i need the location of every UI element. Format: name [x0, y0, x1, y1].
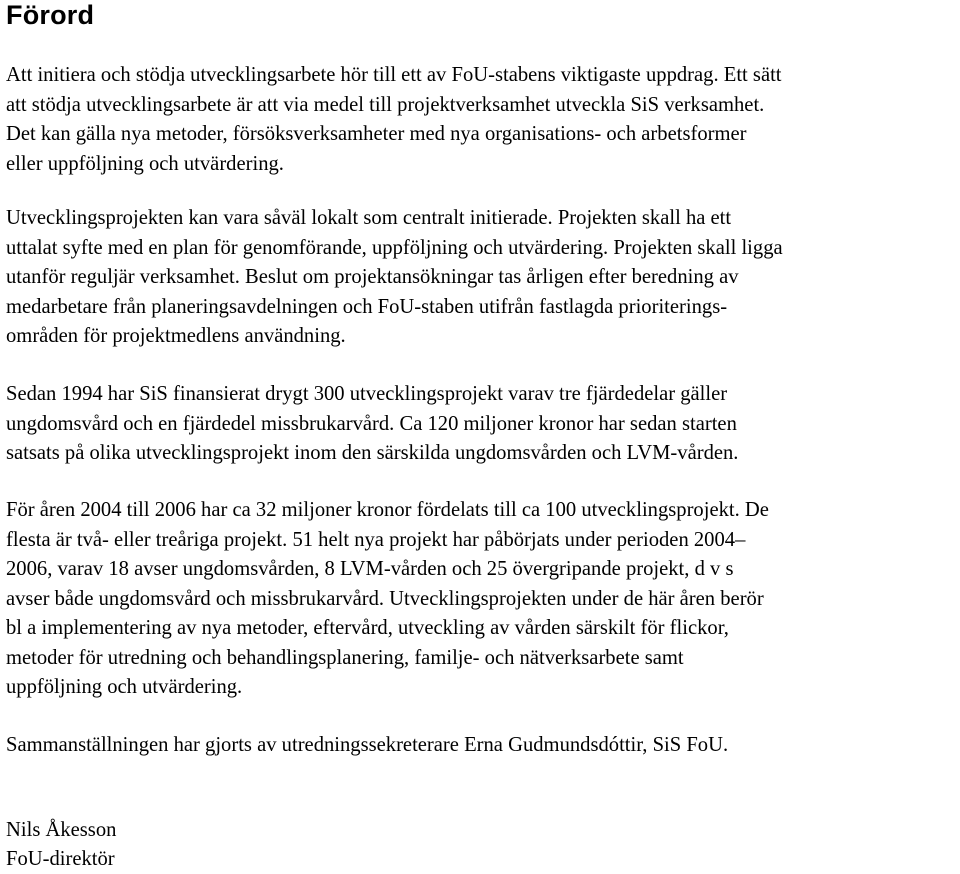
- signature-name: Nils Åkesson: [6, 819, 117, 841]
- text-line: satsats på olika utvecklingsprojekt inom den särskilda ungdomsvården och LVM-vården.: [6, 442, 739, 464]
- page-title: Förord: [6, 0, 95, 30]
- document-page: [6, 0, 956, 870]
- paragraph-funding-history: [6, 380, 738, 469]
- text-line: ungdomsvård och en fjärdedel missbrukarvård. Ca 120 miljoner kronor har sedan starten: [6, 412, 737, 435]
- text-line: bl a implementering av nya metoder, eftervård, utveckling av vården särskilt för flickor,: [6, 617, 729, 639]
- text-line: Att initiera och stödja utvecklingsarbete hör till ett av FoU-stabens viktigaste uppdrag. Ett sätt: [6, 64, 782, 86]
- text-line: flesta är två- eller treåriga projekt. 51 helt nya projekt har påbörjats under perioden 2004–: [6, 528, 746, 551]
- text-line: att stödja utvecklingsarbete är att via medel till projektverksamhet utveckla SiS verksamhet.: [6, 93, 765, 116]
- text-line: Det kan gälla nya metoder, försöksverksamheter med nya organisations- och arbetsformer: [6, 123, 747, 145]
- paragraph-credits: [6, 731, 728, 761]
- paragraph-projects: [6, 204, 783, 352]
- text-line: uttalat syfte med en plan för genomförande, uppföljning och utvärdering. Projekten skall ligga: [6, 236, 783, 259]
- signature-block: [6, 816, 116, 874]
- signature-role: FoU-direktör: [6, 848, 115, 870]
- text-line: områden för projektmedlens användning.: [6, 325, 346, 347]
- text-line: eller uppföljning och utvärdering.: [6, 152, 284, 175]
- text-line: medarbetare från planeringsavdelningen och FoU-staben utifrån fastlagda prioriterings-: [6, 295, 728, 318]
- paragraph-intro: [6, 61, 782, 179]
- text-line: Sedan 1994 har SiS finansierat drygt 300 utvecklingsprojekt varav tre fjärdedelar gäller: [6, 383, 728, 405]
- text-line: avser både ungdomsvård och missbrukarvård. Utvecklingsprojekten under de här åren berör: [6, 587, 764, 610]
- text-line: uppföljning och utvärdering.: [6, 676, 243, 698]
- text-line: För åren 2004 till 2006 har ca 32 miljoner kronor fördelats till ca 100 utvecklingsprojekt. De: [6, 499, 769, 521]
- text-line: metoder för utredning och behandlingsplanering, familje- och nätverksarbete samt: [6, 646, 684, 669]
- text-line: Sammanställningen har gjorts av utredningssekreterare Erna Gudmundsdóttir, SiS FoU.: [6, 734, 729, 756]
- text-line: 2006, varav 18 avser ungdomsvården, 8 LVM-vården och 25 övergripande projekt, d v s: [6, 558, 734, 580]
- text-line: Utvecklingsprojekten kan vara såväl lokalt som centralt initierade. Projekten skall ha ett: [6, 207, 732, 229]
- text-line: utanför reguljär verksamhet. Beslut om projektansökningar tas årligen efter beredning av: [6, 266, 739, 288]
- paragraph-period-summary: [6, 496, 769, 703]
